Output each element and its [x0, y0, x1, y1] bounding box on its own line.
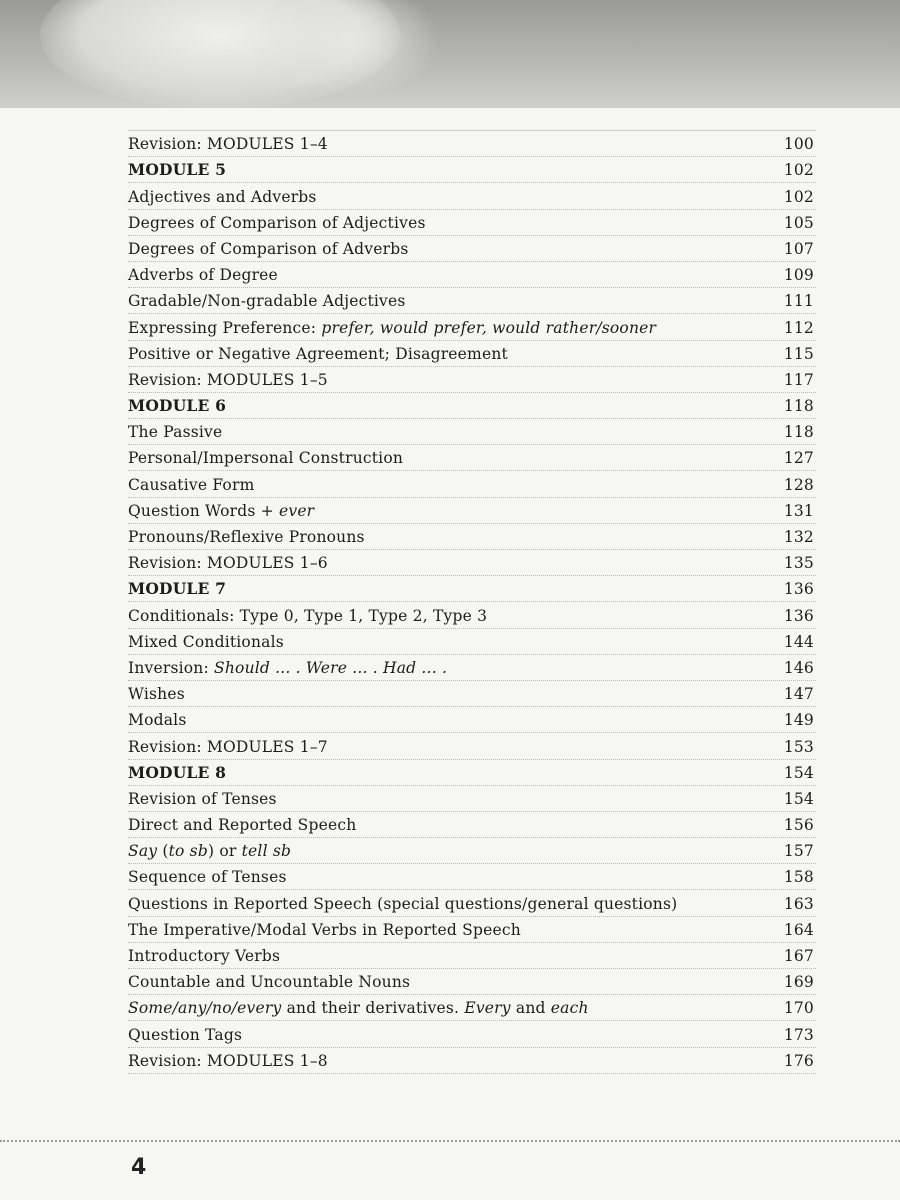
toc-entry-title-part: Revision: MODULES 1–4 [128, 135, 328, 154]
toc-module-heading [128, 157, 816, 183]
toc-entry-title [128, 266, 278, 284]
toc-entry-page: 136 [783, 580, 814, 599]
toc-entry-title [128, 160, 226, 179]
toc-entry-page: 128 [783, 475, 814, 494]
toc-entry-title-part: Revision: MODULES 1–7 [128, 737, 328, 756]
toc-entry-title-part: Degrees of Comparison of Adverbs [128, 239, 409, 258]
toc-entry [128, 864, 816, 890]
toc-entry-title-part: Personal/Impersonal Construction [128, 449, 404, 468]
toc-entry-page: 147 [783, 685, 814, 704]
toc-entry-title-part: MODULE 7 [128, 579, 227, 599]
header-photo-band [0, 0, 900, 108]
toc-entry-page: 157 [783, 842, 814, 861]
toc-entry-title [128, 711, 186, 729]
toc-entry-title-part: Wishes [128, 685, 185, 704]
toc-entry [128, 812, 816, 838]
toc-entry-page: 100 [783, 135, 814, 154]
toc-entry-title [128, 554, 328, 572]
toc-entry-page: 169 [783, 973, 814, 992]
toc-entry [128, 419, 816, 445]
toc-entry [128, 629, 816, 655]
toc-entry [128, 917, 816, 943]
toc-entry-page: 154 [783, 789, 814, 808]
toc-entry-page: 146 [783, 658, 814, 677]
toc-entry-title [128, 921, 521, 939]
toc-entry-page: 109 [783, 266, 814, 285]
toc-entry [128, 210, 816, 236]
toc-entry-page: 153 [783, 737, 814, 756]
toc-entry-page: 102 [783, 161, 814, 180]
toc-entry-page: 173 [783, 1025, 814, 1044]
toc-entry-title [128, 371, 328, 389]
toc-entry-page: 112 [783, 318, 814, 337]
toc-entry-title [128, 449, 403, 467]
toc-entry-page: 118 [783, 397, 814, 416]
page-number: 4 [131, 1155, 147, 1180]
toc-entry-page: 135 [783, 554, 814, 573]
footer-divider [0, 1140, 900, 1142]
toc-entry-page: 117 [783, 370, 814, 389]
toc-entry-title [128, 502, 314, 520]
toc-entry-title-part: MODULE 5 [128, 160, 227, 180]
toc-entry-page: 149 [783, 711, 814, 730]
toc-entry [128, 498, 816, 524]
toc-entry [128, 550, 816, 576]
toc-entry-title-part: Adjectives and Adverbs [128, 187, 317, 206]
toc-entry-title [128, 659, 447, 677]
toc-entry-title [128, 214, 426, 232]
toc-entry-title-part: Adverbs of Degree [128, 266, 278, 285]
toc-entry-title [128, 396, 226, 415]
toc-entry-title-part: Gradable/Non-gradable Adjectives [128, 292, 406, 311]
toc-entry-title-part: prefer, would prefer, would rather/sooner [321, 318, 657, 337]
toc-module-heading [128, 576, 816, 602]
toc-entry-title-part: Revision: MODULES 1–6 [128, 554, 328, 573]
toc-module-heading [128, 760, 816, 786]
toc-entry [128, 524, 816, 550]
toc-entry-page: 170 [783, 999, 814, 1018]
toc-entry-page: 111 [783, 292, 814, 311]
toc-entry-title [128, 1026, 242, 1044]
toc-entry-title-part: Countable and Uncountable Nouns [128, 973, 411, 992]
toc-entry [128, 471, 816, 497]
toc-entry-title [128, 1052, 328, 1070]
toc-entry [128, 655, 816, 681]
toc-entry [128, 445, 816, 471]
toc-entry-title-part: Introductory Verbs [128, 947, 281, 965]
toc-entry-page: 167 [783, 947, 814, 965]
toc-entry-title-part: each [550, 999, 589, 1018]
toc-entry-title-part: Revision: MODULES 1–8 [128, 1051, 328, 1070]
toc-entry-title-part: MODULE 6 [128, 396, 227, 416]
toc-entry-title [128, 790, 277, 808]
toc-entry-title [128, 423, 222, 441]
toc-entry [128, 838, 816, 864]
toc-entry [128, 262, 816, 288]
toc-entry-title-part: and [510, 999, 551, 1018]
toc-entry-page: 144 [783, 632, 814, 651]
toc-entry-title [128, 476, 254, 494]
table-of-contents [128, 130, 816, 1074]
toc-entry [128, 733, 816, 759]
toc-entry-page: 158 [783, 868, 814, 887]
toc-entry-title [128, 685, 185, 703]
toc-entry-title-part: Degrees of Comparison of Adjectives [128, 213, 426, 232]
toc-entry-title [128, 842, 291, 860]
toc-entry-title [128, 868, 287, 886]
toc-entry-title [128, 579, 226, 598]
toc-entry-title-part: Should ... . Were ... . Had ... . [214, 658, 448, 677]
toc-entry [128, 183, 816, 209]
toc-entry [128, 681, 816, 707]
toc-entry [128, 131, 816, 157]
toc-entry-page: 132 [783, 528, 814, 546]
toc-entry [128, 1048, 816, 1074]
toc-entry-page: 115 [783, 344, 814, 363]
toc-entry-page: 156 [783, 816, 814, 835]
toc-entry [128, 236, 816, 262]
toc-entry-title [128, 763, 226, 782]
toc-entry-title [128, 528, 365, 546]
toc-entry-title [128, 895, 677, 913]
toc-entry-title-part: Say [128, 842, 158, 861]
toc-entry-page: 163 [783, 894, 814, 913]
toc-entry-title-part: Pronouns/Reflexive Pronouns [128, 528, 365, 546]
toc-entry [128, 1021, 816, 1047]
toc-entry-title [128, 816, 356, 834]
toc-entry-page: 136 [783, 606, 814, 625]
toc-entry-title [128, 188, 317, 206]
toc-entry-title [128, 292, 406, 310]
toc-entry-title [128, 240, 409, 258]
toc-entry [128, 786, 816, 812]
toc-entry-title [128, 607, 487, 625]
toc-entry-title-part: Causative Form [128, 475, 255, 494]
toc-entry-page: 127 [783, 449, 814, 468]
toc-entry-title-part: Positive or Negative Agreement; Disagreement [128, 344, 508, 363]
toc-entry-page: 118 [783, 423, 814, 442]
toc-entry-title [128, 345, 508, 363]
toc-entry-title-part: Conditionals: Type 0, Type 1, Type 2, Type 3 [128, 606, 488, 625]
toc-entry-title-part: tell sb [241, 842, 292, 861]
toc-entry-title-part: Revision of Tenses [128, 789, 277, 808]
toc-entry-title-part: Revision: MODULES 1–5 [128, 370, 328, 389]
toc-entry-title-part: Sequence of Tenses [128, 868, 287, 887]
toc-entry-title-part: Questions in Reported Speech (special questions/general questions) [128, 894, 678, 913]
toc-entry-title [128, 947, 280, 965]
toc-entry-title-part: Mixed Conditionals [128, 632, 284, 651]
toc-entry [128, 341, 816, 367]
toc-entry-title-part: ( [157, 842, 169, 861]
toc-entry-title-part: Question Words + [128, 501, 279, 520]
toc-entry-title-part: Every [464, 999, 511, 1018]
toc-entry-title-part: Some/any/no/every [128, 999, 282, 1018]
toc-entry-title [128, 973, 410, 991]
toc-entry-title-part: Inversion: [128, 658, 215, 677]
toc-entry-page: 131 [783, 501, 814, 520]
toc-entry [128, 890, 816, 916]
toc-entry-title-part: The Passive [128, 423, 223, 442]
toc-entry-title-part: to sb [168, 842, 208, 861]
toc-entry-page: 107 [783, 239, 814, 258]
toc-entry [128, 288, 816, 314]
toc-entry-title-part: Modals [128, 711, 187, 730]
toc-entry-title-part: ) or [207, 842, 242, 861]
toc-entry-title-part: The Imperative/Modal Verbs in Reported Speech [128, 920, 521, 939]
toc-entry-title [128, 135, 328, 153]
toc-entry-title-part: ever [278, 501, 315, 520]
toc-entry [128, 969, 816, 995]
toc-entry-title-part: Expressing Preference: [128, 318, 322, 337]
toc-entry-title-part: Direct and Reported Speech [128, 816, 357, 835]
toc-entry-title-part: Question Tags [128, 1025, 243, 1044]
toc-entry-page: 176 [783, 1051, 814, 1070]
toc-entry-title [128, 319, 656, 337]
toc-entry-page: 102 [783, 187, 814, 206]
toc-entry-page: 154 [783, 763, 814, 782]
toc-entry-page: 164 [783, 920, 814, 939]
toc-entry [128, 602, 816, 628]
toc-entry-title-part: and their derivatives. [281, 999, 465, 1018]
toc-entry [128, 995, 816, 1021]
toc-entry-title [128, 999, 589, 1017]
toc-entry-title [128, 633, 284, 651]
toc-entry [128, 943, 816, 969]
toc-entry [128, 707, 816, 733]
toc-entry [128, 314, 816, 340]
toc-entry-page: 105 [783, 213, 814, 232]
toc-entry-title-part: MODULE 8 [128, 762, 227, 782]
toc-entry-title [128, 738, 328, 756]
toc-entry [128, 367, 816, 393]
toc-module-heading [128, 393, 816, 419]
